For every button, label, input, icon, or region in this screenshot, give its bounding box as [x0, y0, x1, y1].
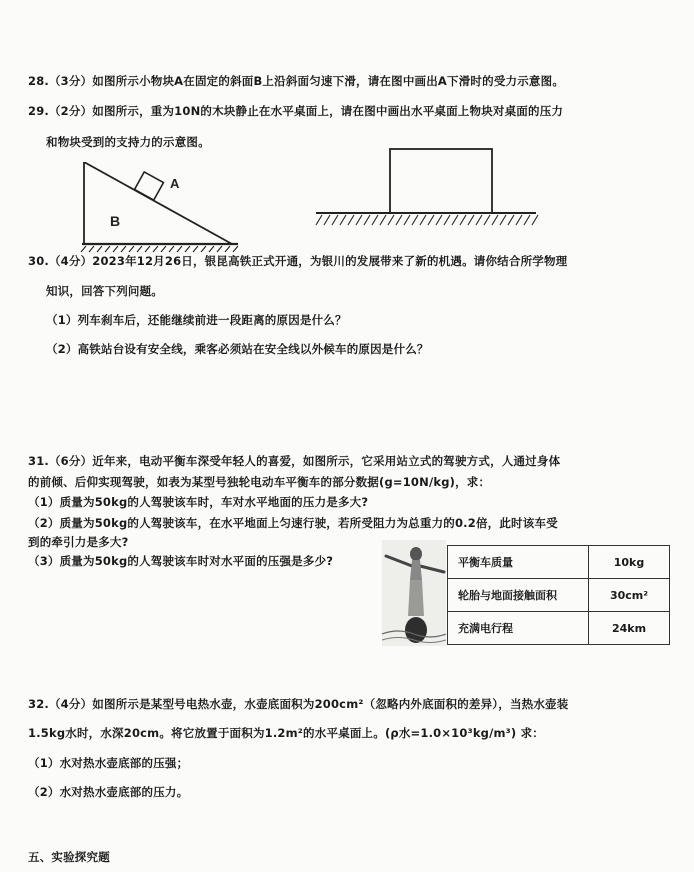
table-row — [448, 612, 670, 645]
incline-figure — [78, 162, 248, 254]
question-31-line-2: 的前倾、后仰实现驾驶，如表为某型号独轮电动车平衡车的部分数据(g=10N/kg)，求： — [28, 475, 491, 489]
balance-scooter-rider-image — [382, 540, 446, 646]
block-a — [135, 172, 164, 200]
question-32-line-2: 1.5kg水时，水深20cm。将它放置于面积为1.2m²的水平桌面上。(ρ水=1.0×10³kg/m³) 求： — [28, 726, 544, 740]
question-30-sub-1: （1）列车刹车后，还能继续前进一段距离的原因是什么？ — [46, 313, 347, 327]
question-30-line-2: 知识，回答下列问题。 — [46, 284, 163, 298]
label-a: A — [170, 176, 180, 191]
label-b: B — [110, 213, 121, 229]
question-30-line-1: 30.（4分）2023年12月26日，银昆高铁正式开通，为银川的发展带来了新的机遇。请你结合所学物理 — [28, 254, 568, 268]
question-31-sub-3: （3）质量为50kg的人驾驶该车时对水平面的压强是多少? — [28, 554, 334, 568]
ground-hatching — [81, 246, 238, 252]
question-32-line-1: 32.（4分）如图所示是某型号电热水壶，水壶底面积为200cm²（忽略内外底面积的差异），当热水壶装 — [28, 697, 569, 711]
scooter-spec-table — [447, 545, 670, 645]
question-28: 28.（3分）如图所示小物块A在固定的斜面B上沿斜面匀速下滑，请在图中画出A下滑时的受力示意图。 — [28, 74, 565, 88]
section-heading: 五、实验探究题 — [28, 850, 110, 864]
question-31-sub-1: （1）质量为50kg的人驾驶该车时，车对水平地面的压力是多大? — [28, 495, 369, 509]
spec-value: 24km — [589, 612, 670, 645]
table-row — [448, 546, 670, 579]
table-row — [448, 579, 670, 612]
block-on-table-figure — [312, 146, 540, 230]
question-31-sub-2-line-2: 到的牵引力是多大? — [28, 535, 129, 549]
question-31-line-1: 31.（6分）近年来，电动平衡车深受年轻人的喜爱，如图所示，它采用站立式的驾驶方式，人通过身体 — [28, 454, 561, 468]
spec-value: 30cm² — [589, 579, 670, 612]
spec-name: 轮胎与地面接触面积 — [448, 579, 589, 612]
question-32-sub-1: （1）水对热水壶底部的压强； — [28, 756, 189, 770]
question-32-sub-2: （2）水对热水壶底部的压力。 — [28, 785, 189, 799]
spec-value: 10kg — [589, 546, 670, 579]
question-29-line-1: 29.（2分）如图所示，重为10N的木块静止在水平桌面上，请在图中画出水平桌面上物块对桌面的压力 — [28, 104, 564, 118]
table-hatching — [316, 215, 538, 225]
question-31-sub-2-line-1: （2）质量为50kg的人驾驶该车，在水平地面上匀速行驶，若所受阻力为总重力的0.2倍，此时该车受 — [28, 516, 558, 530]
question-29-line-2: 和物块受到的支持力的示意图。 — [46, 135, 210, 149]
question-30-sub-2: （2）高铁站台设有安全线，乘客必须站在安全线以外候车的原因是什么？ — [46, 342, 429, 356]
spec-name: 充满电行程 — [448, 612, 589, 645]
wooden-block — [390, 149, 492, 213]
spec-name: 平衡车质量 — [448, 546, 589, 579]
